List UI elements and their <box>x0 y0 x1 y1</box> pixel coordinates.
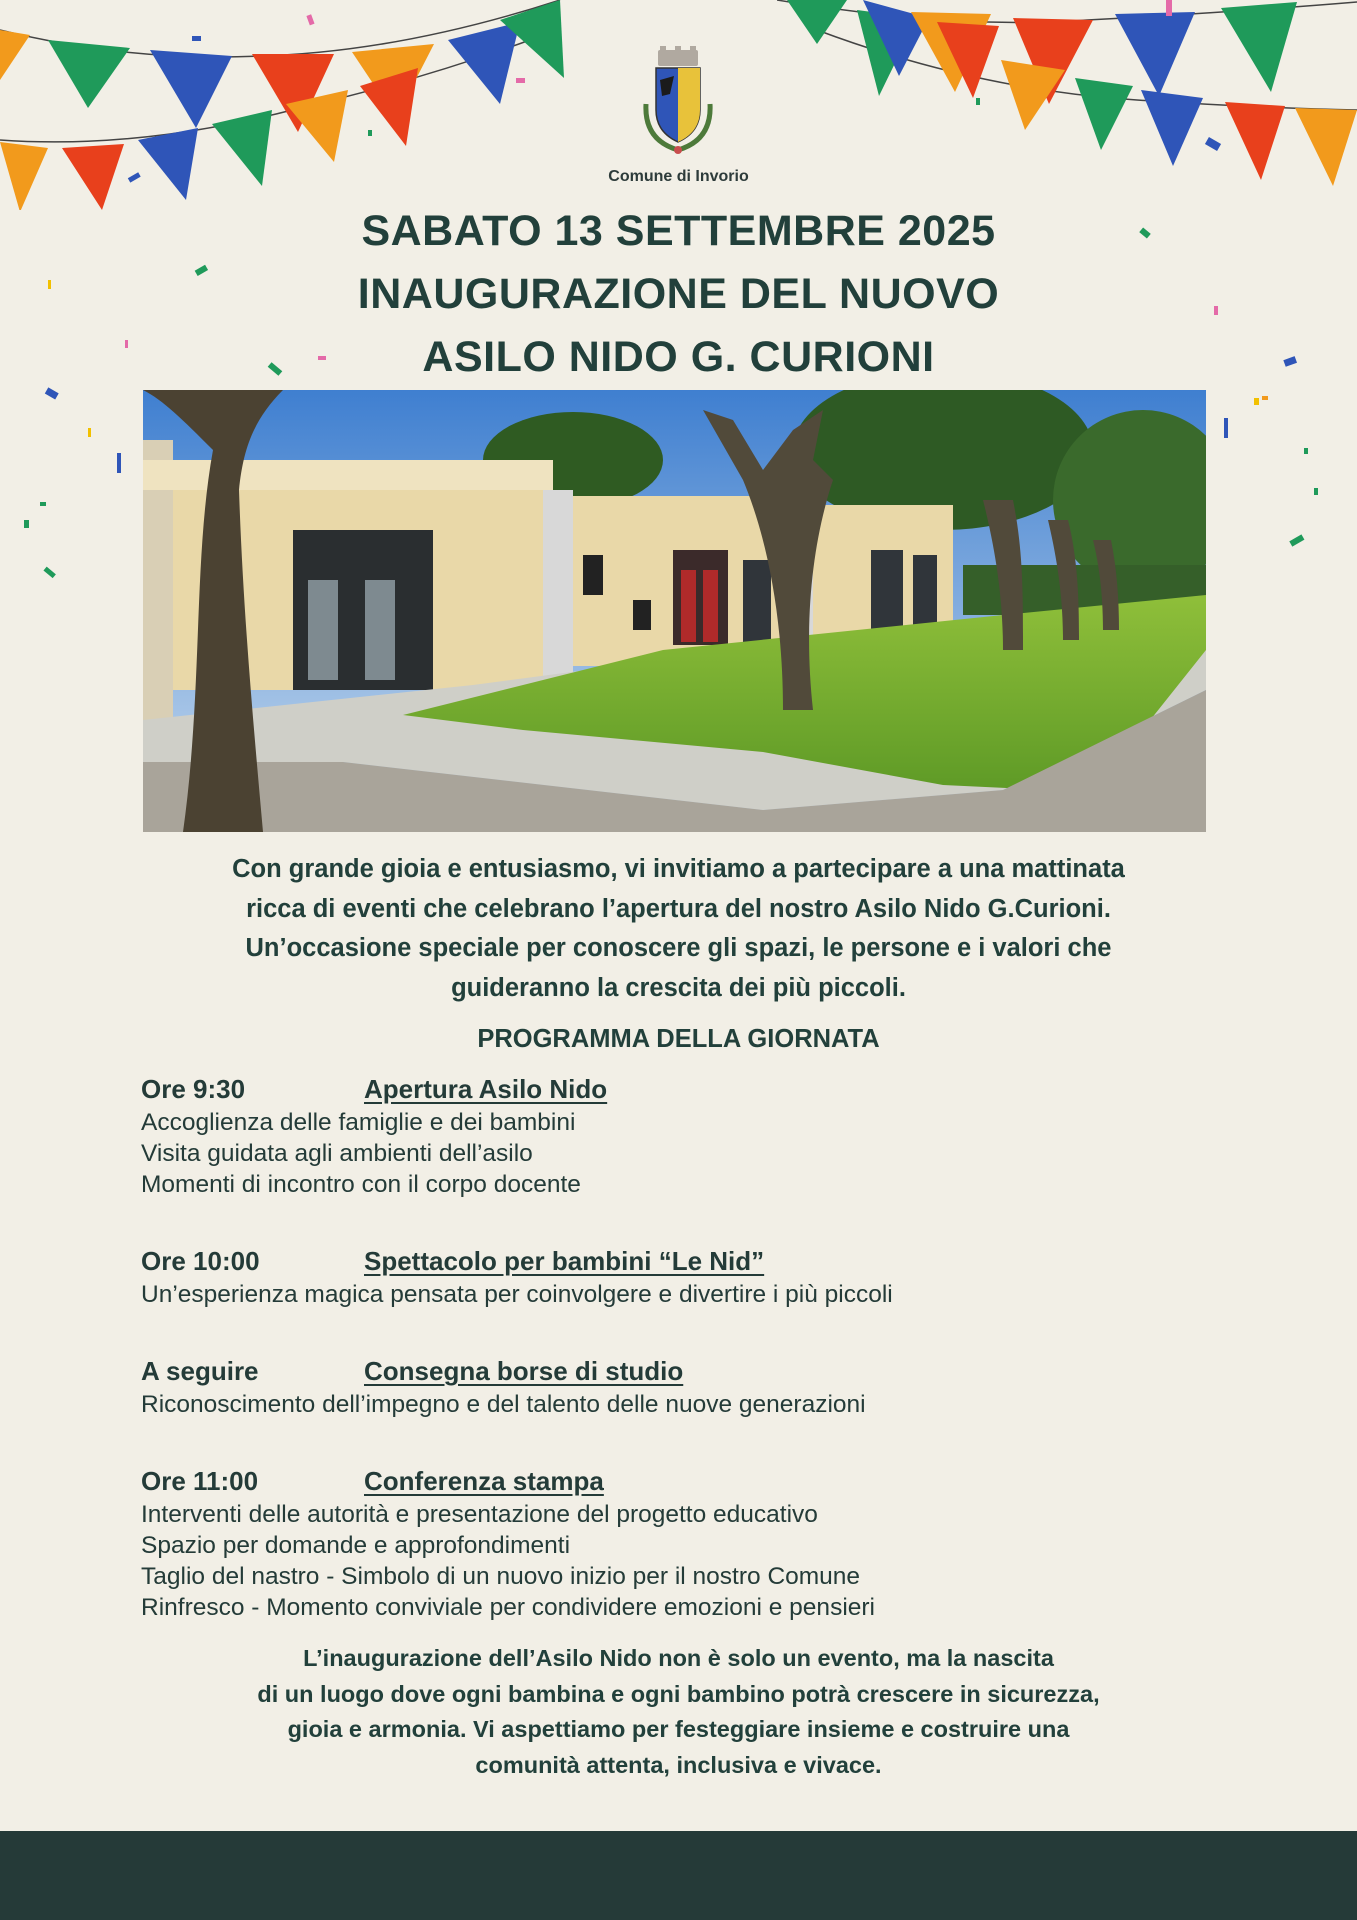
intro-line: guideranno la crescita dei più piccoli. <box>451 973 906 1002</box>
municipal-coat-of-arms-icon <box>638 46 718 158</box>
closing-line: gioia e armonia. Vi aspettiamo per festeggiare insieme e costruire una <box>287 1716 1070 1742</box>
title-line-event: INAUGURAZIONE DEL NUOVO <box>357 270 1000 318</box>
event-time: Ore 10:00 <box>141 1246 260 1276</box>
event-details <box>141 1499 875 1623</box>
event-details <box>141 1389 866 1420</box>
event-title: Apertura Asilo Nido <box>364 1074 608 1104</box>
closing-line: L’inaugurazione dell’Asilo Nido non è solo un evento, ma la nascita <box>303 1645 1054 1671</box>
intro-line: ricca di eventi che celebrano l’apertura del nostro Asilo Nido G.Curioni. <box>246 894 1111 923</box>
closing-line: comunità attenta, inclusiva e vivace. <box>475 1751 882 1778</box>
intro-paragraph <box>120 850 1237 1008</box>
title-line-date: SABATO 13 SETTEMBRE 2025 <box>361 207 996 255</box>
event-time: Ore 9:30 <box>141 1074 246 1104</box>
intro-line: Con grande gioia e entusiasmo, vi invitiamo a partecipare a una mattinata <box>232 855 1125 883</box>
title-line-venue: ASILO NIDO G. CURIONI <box>422 333 935 381</box>
event-time: A seguire <box>141 1356 259 1386</box>
footer-bar <box>0 1831 1357 1920</box>
nursery-building-photo <box>143 390 1206 832</box>
event-detail-item: Un’esperienza magica pensata per coinvolgere e divertire i più piccoli <box>141 1281 893 1308</box>
event-detail-item: Rinfresco - Momento conviviale per condividere emozioni e pensieri <box>141 1594 875 1621</box>
event-detail-item: Taglio del nastro - Simbolo di un nuovo inizio per il nostro Comune <box>141 1563 861 1590</box>
event-title: Consegna borse di studio <box>364 1356 684 1386</box>
event-details <box>141 1279 893 1310</box>
event-title: Spettacolo per bambini “Le Nid” <box>364 1246 765 1276</box>
event-detail-item: Accoglienza delle famiglie e dei bambini <box>141 1109 576 1136</box>
event-detail-item: Riconoscimento dell’impegno e del talento delle nuove generazioni <box>141 1391 866 1418</box>
closing-line: di un luogo dove ogni bambina e ogni bambino potrà crescere in sicurezza, <box>257 1680 1100 1707</box>
event-time: Ore 11:00 <box>141 1466 259 1496</box>
closing-paragraph <box>120 1641 1237 1783</box>
event-detail-item: Interventi delle autorità e presentazione del progetto educativo <box>141 1501 818 1528</box>
program-heading: PROGRAMMA DELLA GIORNATA <box>477 1025 880 1053</box>
page-title <box>0 200 1357 389</box>
intro-line: Un’occasione speciale per conoscere gli spazi, le persone e i valori che <box>245 934 1112 962</box>
event-details <box>141 1107 581 1200</box>
event-detail-item: Momenti di incontro con il corpo docente <box>141 1171 581 1198</box>
event-title: Conferenza stampa <box>364 1466 604 1496</box>
municipality-name: Comune di Invorio <box>608 168 749 185</box>
event-detail-item: Visita guidata agli ambienti dell’asilo <box>141 1140 533 1167</box>
event-detail-item: Spazio per domande e approfondimenti <box>141 1532 571 1559</box>
